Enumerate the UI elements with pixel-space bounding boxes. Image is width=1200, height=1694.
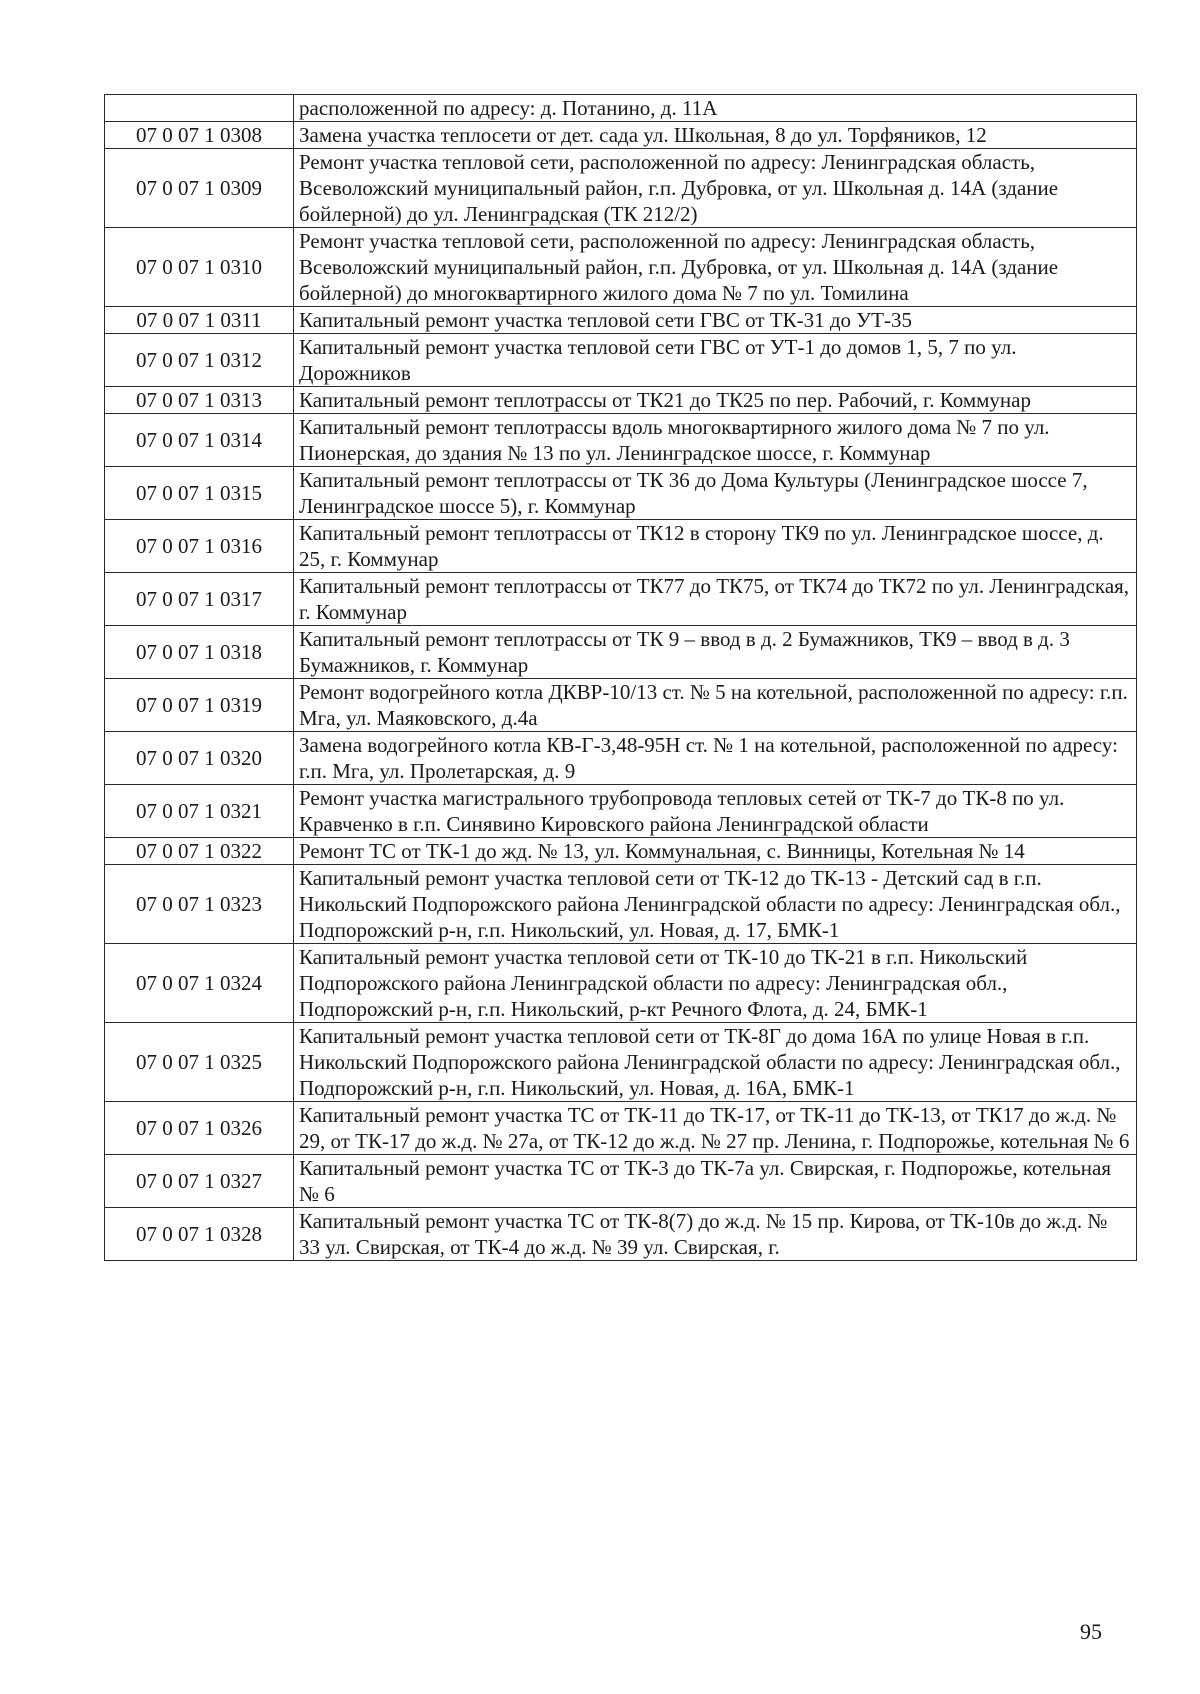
table-row xyxy=(105,1102,1137,1155)
row-description-cell: Капитальный ремонт теплотрассы от ТК21 до ТК25 по пер. Рабочий, г. Коммунар xyxy=(294,387,1137,414)
row-code-cell: 07 0 07 1 0324 xyxy=(105,944,294,1023)
row-code-cell: 07 0 07 1 0325 xyxy=(105,1023,294,1102)
row-code-cell: 07 0 07 1 0328 xyxy=(105,1208,294,1261)
table-row xyxy=(105,414,1137,467)
row-description-cell: Капитальный ремонт участка ТС от ТК-3 до ТК-7а ул. Свирская, г. Подпорожье, котельная № 6 xyxy=(294,1155,1137,1208)
row-code-cell xyxy=(105,95,294,122)
row-description-cell: Капитальный ремонт теплотрассы от ТК 36 до Дома Культуры (Ленинградское шоссе 7, Ленинградское шоссе 5), г. Коммунар xyxy=(294,467,1137,520)
page-number: 95 xyxy=(1080,1619,1102,1644)
row-code-cell: 07 0 07 1 0318 xyxy=(105,626,294,679)
table-row xyxy=(105,732,1137,785)
row-code-cell: 07 0 07 1 0326 xyxy=(105,1102,294,1155)
table-row xyxy=(105,334,1137,387)
row-code-cell: 07 0 07 1 0316 xyxy=(105,520,294,573)
budget-code-table xyxy=(104,94,1137,1261)
table-row xyxy=(105,307,1137,334)
table-row xyxy=(105,95,1137,122)
row-code-cell: 07 0 07 1 0315 xyxy=(105,467,294,520)
row-description-cell: Капитальный ремонт теплотрассы от ТК77 до ТК75, от ТК74 до ТК72 по ул. Ленинградская, г. Коммунар xyxy=(294,573,1137,626)
row-description-cell: Замена участка теплосети от дет. сада ул. Школьная, 8 до ул. Торфяников, 12 xyxy=(294,122,1137,149)
row-code-cell: 07 0 07 1 0327 xyxy=(105,1155,294,1208)
row-code-cell: 07 0 07 1 0323 xyxy=(105,865,294,944)
row-code-cell: 07 0 07 1 0314 xyxy=(105,414,294,467)
row-code-cell: 07 0 07 1 0308 xyxy=(105,122,294,149)
row-description-cell: Капитальный ремонт участка ТС от ТК-8(7) до ж.д. № 15 пр. Кирова, от ТК-10в до ж.д. № 33 ул. Свирская, от ТК-4 до ж.д. № 39 ул. Свирская, г. xyxy=(294,1208,1137,1261)
table-row xyxy=(105,467,1137,520)
table-row xyxy=(105,122,1137,149)
table-row xyxy=(105,944,1137,1023)
table-body xyxy=(105,95,1137,1261)
row-description-cell: Капитальный ремонт участка тепловой сети от ТК-8Г до дома 16А по улице Новая в г.п. Никольский Подпорожского района Ленинградской области по адресу: Ленинградская обл., Подпорожский р-н, г.п. Никольский, ул. Новая, д. 16А, БМК-1 xyxy=(294,1023,1137,1102)
table-row xyxy=(105,1023,1137,1102)
table-row xyxy=(105,149,1137,228)
row-description-cell: Капитальный ремонт участка ТС от ТК-11 до ТК-17, от ТК-11 до ТК-13, от ТК17 до ж.д. № 29, от ТК-17 до ж.д. № 27а, от ТК-12 до ж.д. № 27 пр. Ленина, г. Подпорожье, котельная № 6 xyxy=(294,1102,1137,1155)
row-description-cell: Ремонт участка тепловой сети, расположенной по адресу: Ленинградская область, Всеволожский муниципальный район, г.п. Дубровка, от ул. Школьная д. 14А (здание бойлерной) до ул. Ленинградская (ТК 212/2) xyxy=(294,149,1137,228)
row-code-cell: 07 0 07 1 0312 xyxy=(105,334,294,387)
table-row xyxy=(105,785,1137,838)
row-description-cell: Капитальный ремонт участка тепловой сети от ТК-12 до ТК-13 - Детский сад в г.п. Никольский Подпорожского района Ленинградской области по адресу: Ленинградская обл., Подпорожский р-н, г.п. Никольский, ул. Новая, д. 17, БМК-1 xyxy=(294,865,1137,944)
table-row xyxy=(105,1208,1137,1261)
row-description-cell: Капитальный ремонт участка тепловой сети ГВС от УТ-1 до домов 1, 5, 7 по ул. Дорожников xyxy=(294,334,1137,387)
table-row xyxy=(105,1155,1137,1208)
row-description-cell: Ремонт участка тепловой сети, расположенной по адресу: Ленинградская область, Всеволожский муниципальный район, г.п. Дубровка, от ул. Школьная д. 14А (здание бойлерной) до многоквартирного жилого дома № 7 по ул. Томилина xyxy=(294,228,1137,307)
table-row xyxy=(105,838,1137,865)
row-code-cell: 07 0 07 1 0317 xyxy=(105,573,294,626)
table-row xyxy=(105,387,1137,414)
table-row xyxy=(105,626,1137,679)
row-description-cell: Капитальный ремонт теплотрассы от ТК12 в сторону ТК9 по ул. Ленинградское шоссе, д. 25, г. Коммунар xyxy=(294,520,1137,573)
row-description-cell: Капитальный ремонт участка тепловой сети ГВС от ТК-31 до УТ-35 xyxy=(294,307,1137,334)
row-code-cell: 07 0 07 1 0310 xyxy=(105,228,294,307)
table-row xyxy=(105,520,1137,573)
row-description-cell: Капитальный ремонт теплотрассы вдоль многоквартирного жилого дома № 7 по ул. Пионерская, до здания № 13 по ул. Ленинградское шоссе, г. Коммунар xyxy=(294,414,1137,467)
table-row xyxy=(105,573,1137,626)
row-code-cell: 07 0 07 1 0311 xyxy=(105,307,294,334)
row-description-cell: Ремонт ТС от ТК-1 до жд. № 13, ул. Коммунальная, с. Винницы, Котельная № 14 xyxy=(294,838,1137,865)
row-code-cell: 07 0 07 1 0320 xyxy=(105,732,294,785)
row-description-cell: Замена водогрейного котла КВ-Г-3,48-95Н ст. № 1 на котельной, расположенной по адресу: г.п. Мга, ул. Пролетарская, д. 9 xyxy=(294,732,1137,785)
row-code-cell: 07 0 07 1 0319 xyxy=(105,679,294,732)
table-row xyxy=(105,679,1137,732)
table-row xyxy=(105,228,1137,307)
row-description-cell: расположенной по адресу: д. Потанино, д. 11А xyxy=(294,95,1137,122)
row-code-cell: 07 0 07 1 0322 xyxy=(105,838,294,865)
row-description-cell: Капитальный ремонт участка тепловой сети от ТК-10 до ТК-21 в г.п. Никольский Подпорожского района Ленинградской области по адресу: Ленинградская обл., Подпорожский р-н, г.п. Никольский, р-кт Речного Флота, д. 24, БМК-1 xyxy=(294,944,1137,1023)
table-row xyxy=(105,865,1137,944)
row-code-cell: 07 0 07 1 0309 xyxy=(105,149,294,228)
row-description-cell: Ремонт водогрейного котла ДКВР-10/13 ст. № 5 на котельной, расположенной по адресу: г.п. Мга, ул. Маяковского, д.4а xyxy=(294,679,1137,732)
row-code-cell: 07 0 07 1 0313 xyxy=(105,387,294,414)
row-code-cell: 07 0 07 1 0321 xyxy=(105,785,294,838)
row-description-cell: Капитальный ремонт теплотрассы от ТК 9 – ввод в д. 2 Бумажников, ТК9 – ввод в д. 3 Бумажников, г. Коммунар xyxy=(294,626,1137,679)
row-description-cell: Ремонт участка магистрального трубопровода тепловых сетей от ТК-7 до ТК-8 по ул. Кравченко в г.п. Синявино Кировского района Ленинградской области xyxy=(294,785,1137,838)
